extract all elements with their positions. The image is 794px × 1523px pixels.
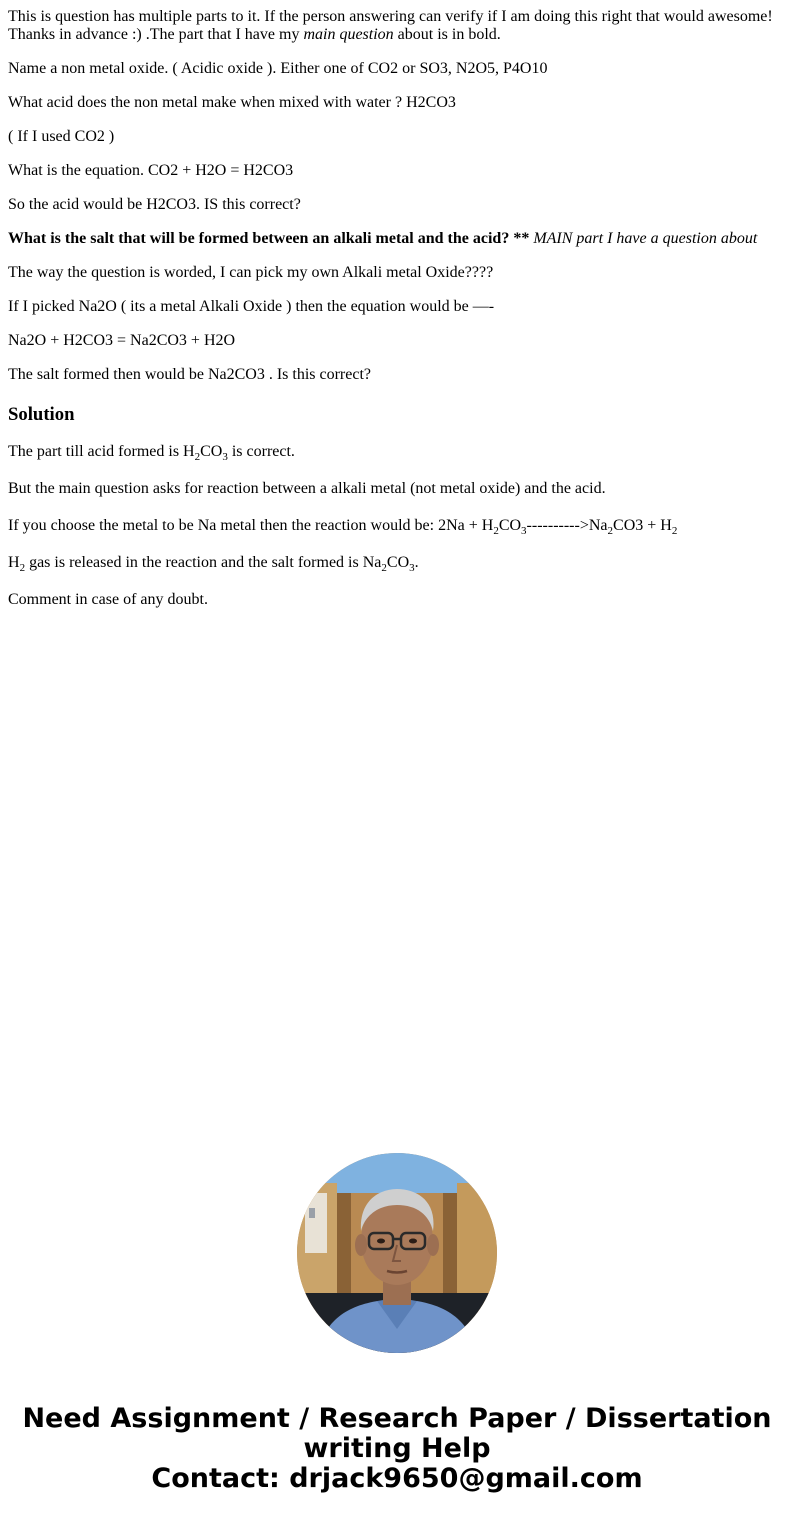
footer-line-2: writing Help	[303, 1433, 491, 1464]
question-line-used: ( If I used CO2 )	[8, 128, 115, 145]
question-line-salt: The salt formed then would be Na2CO3 . Is this correct?	[8, 366, 372, 383]
footer-contact: Contact: drjack9650@gmail.com	[151, 1463, 643, 1494]
question-line-picked: If I picked Na2O ( its a metal Alkali Oxide ) then the equation would be —-	[8, 298, 495, 315]
question-line-so: So the acid would be H2CO3. IS this correct?	[8, 196, 301, 213]
solution-line-5: Comment in case of any doubt.	[8, 591, 208, 608]
solution-body	[8, 443, 786, 609]
footer-line-1: Need Assignment / Research Paper / Dissertation	[22, 1403, 772, 1434]
promo-footer	[0, 1404, 794, 1494]
solution-line-1: The part till acid formed is $H_2CO_3$ is correct.	[8, 443, 295, 463]
solution-heading: Solution	[8, 404, 75, 425]
question-intro: This is question has multiple parts to it. If the person answering can verify if I am doing this right that would awesome! Thanks in advance :) .The part that I have my main question about is in bold.	[8, 8, 773, 43]
avatar-portrait	[297, 1153, 497, 1353]
solution-line-2: But the main question asks for reaction between a alkali metal (not metal oxide) and the acid.	[8, 480, 606, 497]
question-line-reaction: Na2O + H2CO3 = Na2CO3 + H2O	[8, 332, 236, 349]
question-line-worded: The way the question is worded, I can pick my own Alkali metal Oxide????	[8, 264, 494, 281]
question-main-bold: What is the salt that will be formed between an alkali metal and the acid? ** MAIN part I have a question about	[8, 230, 758, 247]
tutor-avatar	[297, 1153, 497, 1353]
solution-line-3: If you choose the metal to be Na metal then the reaction would be: $2Na + H_2CO_3---------->Na_2CO3 + H_2$	[8, 517, 678, 537]
question-line-acid: What acid does the non metal make when mixed with water ? H2CO3	[8, 94, 456, 111]
question-content	[8, 8, 786, 628]
solution-line-4: $H_2$ gas is released in the reaction and the salt formed is $Na_2CO_3$.	[8, 554, 419, 574]
question-line-oxide: Name a non metal oxide. ( Acidic oxide ). Either one of CO2 or SO3, N2O5, P4O10	[8, 60, 548, 77]
question-line-equation: What is the equation. CO2 + H2O = H2CO3	[8, 162, 294, 179]
main-question-emphasis: main question	[303, 26, 394, 43]
